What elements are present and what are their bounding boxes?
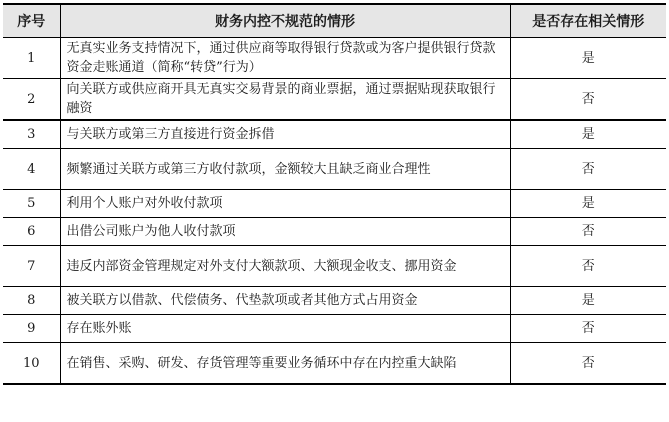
row-number: 6: [3, 218, 60, 246]
row-exists-value: 是: [510, 120, 666, 149]
row-number: 2: [3, 79, 60, 121]
row-description: 利用个人账户对外收付款项: [60, 190, 510, 218]
internal-control-table-container: [3, 3, 666, 385]
header-irregular-situation: 财务内控不规范的情形: [60, 4, 510, 38]
row-description: 违反内部资金管理规定对外支付大额款项、大额现金收支、挪用资金: [60, 246, 510, 287]
row-exists-value: 否: [510, 246, 666, 287]
row-exists-value: 是: [510, 190, 666, 218]
row-description: 无真实业务支持情况下，通过供应商等取得银行贷款或为客户提供银行贷款资金走账通道（简称“转贷”行为）: [60, 38, 510, 79]
table-row: [3, 287, 666, 315]
table-row: [3, 218, 666, 246]
row-number: 9: [3, 315, 60, 343]
row-description: 在销售、采购、研发、存货管理等重要业务循环中存在内控重大缺陷: [60, 343, 510, 385]
header-exists-flag: 是否存在相关情形: [510, 4, 666, 38]
row-number: 10: [3, 343, 60, 385]
row-exists-value: 否: [510, 218, 666, 246]
row-number: 7: [3, 246, 60, 287]
row-exists-value: 否: [510, 343, 666, 385]
row-exists-value: 是: [510, 38, 666, 79]
row-description: 被关联方以借款、代偿债务、代垫款项或者其他方式占用资金: [60, 287, 510, 315]
row-description: 向关联方或供应商开具无真实交易背景的商业票据，通过票据贴现获取银行融资: [60, 79, 510, 121]
table-row: [3, 79, 666, 121]
table-row: [3, 38, 666, 79]
header-serial-number: 序号: [3, 4, 60, 38]
row-description: 与关联方或第三方直接进行资金拆借: [60, 120, 510, 149]
table-row: [3, 149, 666, 190]
table-row: [3, 120, 666, 149]
row-exists-value: 否: [510, 149, 666, 190]
row-number: 4: [3, 149, 60, 190]
row-description: 存在账外账: [60, 315, 510, 343]
row-exists-value: 是: [510, 287, 666, 315]
table-row: [3, 190, 666, 218]
row-number: 1: [3, 38, 60, 79]
row-description: 频繁通过关联方或第三方收付款项，金额较大且缺乏商业合理性: [60, 149, 510, 190]
table-row: [3, 343, 666, 385]
row-exists-value: 否: [510, 79, 666, 121]
table-header-row: [3, 4, 666, 38]
row-description: 出借公司账户为他人收付款项: [60, 218, 510, 246]
row-exists-value: 否: [510, 315, 666, 343]
row-number: 8: [3, 287, 60, 315]
row-number: 5: [3, 190, 60, 218]
table-row: [3, 315, 666, 343]
row-number: 3: [3, 120, 60, 149]
internal-control-table: [3, 3, 666, 385]
table-row: [3, 246, 666, 287]
